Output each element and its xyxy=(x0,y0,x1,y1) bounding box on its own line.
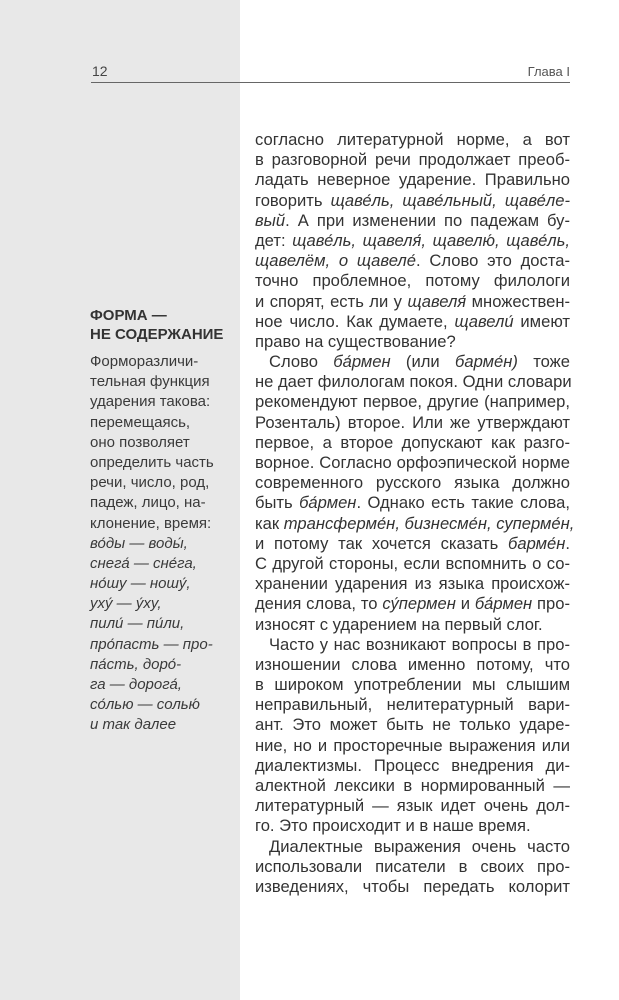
text-line xyxy=(255,392,570,412)
text-line xyxy=(255,635,570,655)
text-line xyxy=(255,251,570,271)
italic-example: ба́рмен xyxy=(474,594,533,614)
text-segment: право на существование? xyxy=(255,331,456,351)
text-line xyxy=(255,433,570,453)
text-line xyxy=(255,191,570,211)
text-line xyxy=(255,534,570,554)
text-segment: тельная функция xyxy=(90,373,210,391)
text-line xyxy=(255,655,570,675)
text-segment: клонение, время: xyxy=(90,514,212,532)
text-segment: износят с ударением на первый слог. xyxy=(255,614,543,634)
sidebar-heading-line: ФОРМА — xyxy=(90,307,167,324)
italic-example: ба́рмен xyxy=(299,493,357,513)
italic-example: га — дорога́, xyxy=(90,676,182,693)
text-segment: хранении ударения из языка происхож- xyxy=(255,574,570,594)
text-line xyxy=(255,473,570,493)
text-line xyxy=(90,392,230,412)
text-segment: точно проблемное, потому филологи xyxy=(255,271,570,291)
italic-example: па́сть, доро́- xyxy=(90,655,182,673)
text-line xyxy=(90,675,230,695)
sidebar-note xyxy=(90,306,230,736)
text-segment: речи, число, род, xyxy=(90,474,210,492)
italic-example: щавеля́ xyxy=(407,291,467,311)
text-segment: Розенталь) второе. Или же утверждают xyxy=(255,412,570,432)
text-segment: не дает филологам покоя. Одни словари xyxy=(255,372,572,392)
text-segment: Форморазличи- xyxy=(90,353,199,370)
text-segment: использовали писатели в своих про- xyxy=(255,856,570,876)
text-segment: и потому так хочется сказать xyxy=(255,533,509,553)
text-segment: говорить xyxy=(255,190,331,210)
italic-example: ба́рмен xyxy=(333,352,391,372)
text-segment: ант. Это может быть не только ударе- xyxy=(255,715,570,735)
text-segment: Часто у нас возникают вопросы в про- xyxy=(269,634,570,654)
text-segment: . xyxy=(565,533,570,553)
text-line xyxy=(255,554,570,574)
text-line xyxy=(90,372,230,392)
text-line xyxy=(255,150,570,170)
text-segment: дения слова, то xyxy=(255,594,383,614)
text-line xyxy=(255,130,570,150)
text-segment: алектной лексики в нормированный — xyxy=(255,776,570,795)
text-line xyxy=(90,514,230,534)
italic-example: но́шу — ношу́, xyxy=(90,575,191,593)
text-segment: (или xyxy=(390,352,455,372)
text-segment: согласно литературной норме, а вот xyxy=(255,130,570,149)
text-line xyxy=(90,433,230,453)
text-line xyxy=(90,655,230,675)
text-line xyxy=(90,614,230,634)
main-text xyxy=(255,130,575,897)
text-line xyxy=(255,615,570,635)
text-segment: в разговорной речи продолжает преоб- xyxy=(255,150,570,170)
text-segment: оно позволяет xyxy=(90,433,190,451)
text-line xyxy=(255,170,570,190)
text-segment: Слово xyxy=(269,352,334,372)
text-segment: падеж, лицо, на- xyxy=(90,494,206,512)
italic-example: со́лью — солью́ xyxy=(90,696,200,714)
text-line xyxy=(255,877,570,897)
text-line xyxy=(255,594,570,614)
text-line xyxy=(90,715,230,735)
sidebar-heading xyxy=(90,306,230,344)
text-segment: изношении слова именно потому, что xyxy=(255,654,570,674)
text-line xyxy=(255,857,570,877)
text-segment: тоже xyxy=(517,352,570,372)
italic-example: во́ды — воды́, xyxy=(90,534,188,552)
italic-example: щаве́ль, щаве́льный, щаве́ле- xyxy=(330,190,570,210)
text-segment: ударения такова: xyxy=(90,393,211,411)
italic-example: щаве́ль, щавеля́, щавелю́, щаве́ль, xyxy=(292,230,571,250)
text-segment: ладать неверное ударение. Правильно xyxy=(255,170,570,190)
text-line xyxy=(255,574,570,594)
text-line xyxy=(90,453,230,473)
text-line xyxy=(255,332,570,352)
text-line xyxy=(255,756,570,776)
text-segment: го. Это происходит и в наше время. xyxy=(255,816,531,836)
text-line xyxy=(255,776,570,796)
text-line xyxy=(255,271,570,291)
text-line xyxy=(255,736,570,756)
text-segment: и спорят, есть ли у xyxy=(255,291,408,311)
chapter-title: Глава I xyxy=(527,64,570,79)
text-line xyxy=(255,675,570,695)
sidebar-heading-line: НЕ СОДЕРЖАНИЕ xyxy=(90,326,224,343)
text-segment: первое, а второе допускают как разго- xyxy=(255,432,570,452)
text-line xyxy=(255,211,570,231)
text-segment: Диалектные выражения очень часто xyxy=(269,836,570,856)
italic-example: барме́н xyxy=(508,533,566,553)
text-line xyxy=(90,554,230,574)
text-segment: имеют xyxy=(513,311,570,331)
italic-example: уху́ — у́ху, xyxy=(90,595,162,613)
text-line xyxy=(255,816,570,836)
text-line xyxy=(255,695,570,715)
text-segment: литературный — язык идет очень дол- xyxy=(255,796,570,816)
italic-example: снега́ — сне́га, xyxy=(90,554,197,572)
text-line xyxy=(255,796,570,816)
italic-example: барме́н) xyxy=(455,352,518,372)
text-segment: множествен- xyxy=(466,291,571,311)
text-segment: определить часть xyxy=(90,453,214,471)
text-line xyxy=(255,292,570,312)
text-line xyxy=(255,312,570,332)
text-line xyxy=(90,473,230,493)
text-line xyxy=(90,594,230,614)
sidebar-body xyxy=(90,352,230,736)
text-segment: . Однако есть такие слова, xyxy=(356,493,570,513)
italic-example: про́пасть — про- xyxy=(90,635,213,653)
italic-example: су́пермен xyxy=(382,594,456,614)
text-segment: ное число. Как думаете, xyxy=(255,311,455,331)
text-line xyxy=(90,574,230,594)
text-segment: и xyxy=(455,594,475,614)
text-line xyxy=(255,715,570,735)
running-header xyxy=(91,58,570,83)
italic-example: пили́ — пи́ли, xyxy=(90,615,185,633)
text-segment: про- xyxy=(532,594,570,614)
text-line xyxy=(255,372,570,392)
text-segment: . А при изменении по падежам бу- xyxy=(285,210,570,230)
italic-example: вый xyxy=(255,210,286,230)
text-line xyxy=(90,695,230,715)
text-segment: ние, но и просторечные выражения или xyxy=(255,735,570,755)
text-segment: диалектизмы. Процесс внедрения ди- xyxy=(255,755,570,775)
text-segment: дет: xyxy=(255,230,293,250)
text-segment: в широком употреблении мы слышим xyxy=(255,675,570,695)
text-line xyxy=(255,493,570,513)
text-line xyxy=(90,635,230,655)
text-line xyxy=(255,413,570,433)
text-segment: быть xyxy=(255,493,300,513)
text-segment: ворное. Согласно орфоэпической норме xyxy=(255,453,570,472)
text-line xyxy=(90,413,230,433)
text-line xyxy=(255,453,570,473)
text-segment: современного русского языка должно xyxy=(255,473,570,493)
text-segment: . Слово это доста- xyxy=(415,251,570,271)
text-line xyxy=(255,837,570,857)
text-segment: как xyxy=(255,513,284,533)
italic-example: щавелём, о щавеле́ xyxy=(255,251,416,271)
italic-example: щавели́ xyxy=(454,311,514,331)
text-segment: рекомендуют первое, другие (например, xyxy=(255,392,570,412)
text-segment: неправильный, нелитературный вари- xyxy=(255,695,570,715)
text-segment: С другой стороны, если вспомнить о со- xyxy=(255,553,570,573)
text-segment: перемещаясь, xyxy=(90,413,191,431)
text-segment: изведениях, чтобы передать колорит xyxy=(255,876,570,896)
text-line xyxy=(90,534,230,554)
text-line xyxy=(90,352,230,372)
text-line xyxy=(255,231,570,251)
italic-example: и так далее xyxy=(90,716,177,734)
text-line xyxy=(255,513,575,534)
text-line xyxy=(255,352,570,372)
page-number: 12 xyxy=(92,63,108,79)
italic-example: трансферме́н, бизнесме́н, суперме́н, xyxy=(283,513,575,533)
text-line xyxy=(90,493,230,513)
